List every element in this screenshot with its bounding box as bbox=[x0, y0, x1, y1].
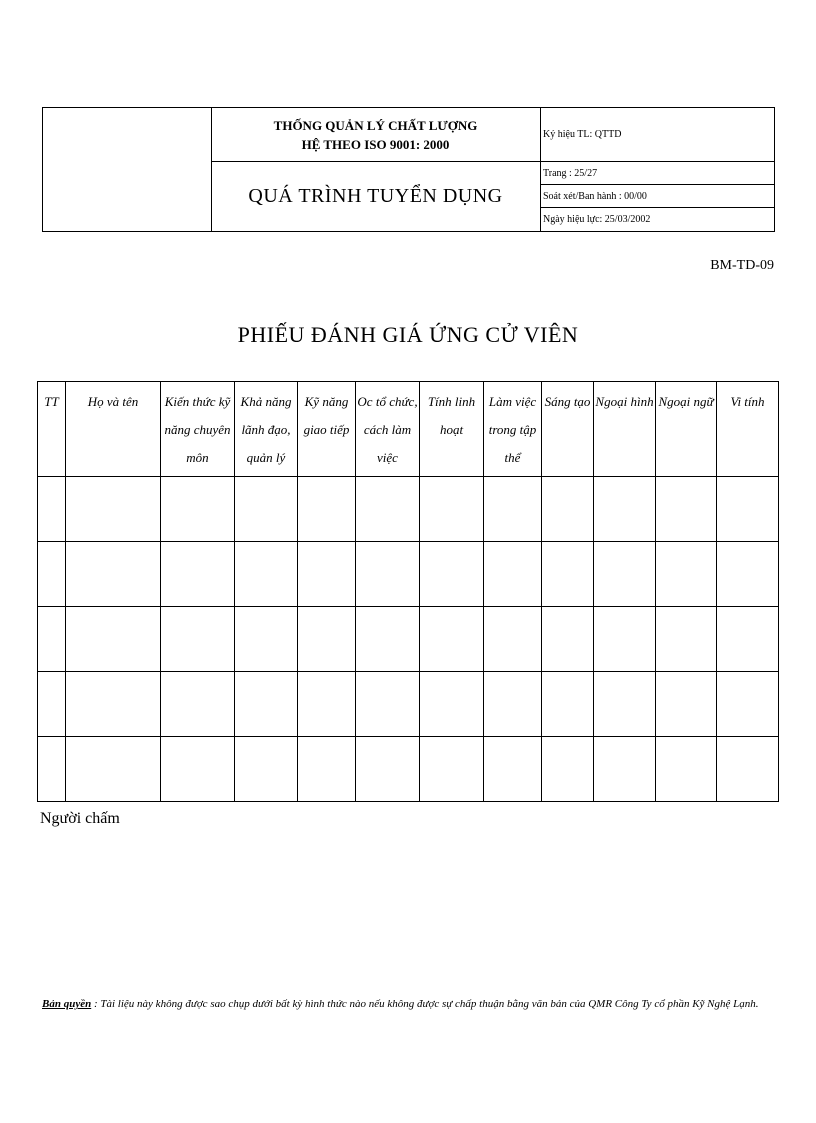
table-cell[interactable] bbox=[484, 737, 542, 802]
system-line-2: HỆ THEO ISO 9001: 2000 bbox=[301, 137, 450, 152]
table-cell[interactable] bbox=[420, 477, 484, 542]
col-header-communication: Kỹ năng giao tiếp bbox=[298, 382, 356, 477]
page-number: Trang : 25/27 bbox=[540, 162, 774, 185]
table-cell[interactable] bbox=[298, 737, 356, 802]
table-cell[interactable] bbox=[38, 477, 66, 542]
table-cell[interactable] bbox=[161, 737, 235, 802]
col-header-flexibility: Tính linh hoạt bbox=[420, 382, 484, 477]
table-row bbox=[38, 672, 779, 737]
table-cell[interactable] bbox=[717, 607, 779, 672]
header-middle bbox=[211, 108, 541, 231]
table-cell[interactable] bbox=[420, 737, 484, 802]
revision: Soát xét/Ban hành : 00/00 bbox=[540, 185, 774, 208]
table-cell[interactable] bbox=[235, 607, 298, 672]
page-title: PHIẾU ĐÁNH GIÁ ỨNG CỬ VIÊN bbox=[237, 322, 579, 347]
table-row bbox=[38, 477, 779, 542]
table-cell[interactable] bbox=[542, 737, 594, 802]
col-header-teamwork: Làm việc trong tập thể bbox=[484, 382, 542, 477]
table-cell[interactable] bbox=[420, 542, 484, 607]
table-row bbox=[38, 542, 779, 607]
table-cell[interactable] bbox=[594, 737, 656, 802]
table-cell[interactable] bbox=[356, 607, 420, 672]
table-cell[interactable] bbox=[161, 477, 235, 542]
col-header-appearance: Ngoại hình bbox=[594, 382, 656, 477]
table-cell[interactable] bbox=[542, 607, 594, 672]
table-cell[interactable] bbox=[161, 672, 235, 737]
col-header-leadership: Khả năng lãnh đạo, quản lý bbox=[235, 382, 298, 477]
table-cell[interactable] bbox=[356, 672, 420, 737]
document-header bbox=[42, 107, 775, 232]
process-title: QUÁ TRÌNH TUYỂN DỤNG bbox=[248, 185, 503, 207]
table-cell[interactable] bbox=[656, 672, 717, 737]
grader-label: Người chấm bbox=[40, 810, 120, 827]
evaluation-table bbox=[37, 381, 779, 802]
col-header-knowledge: Kiến thức kỹ năng chuyên môn bbox=[161, 382, 235, 477]
table-cell[interactable] bbox=[542, 672, 594, 737]
effective-date: Ngày hiệu lực: 25/03/2002 bbox=[543, 214, 651, 225]
table-cell[interactable] bbox=[656, 737, 717, 802]
table-cell[interactable] bbox=[235, 672, 298, 737]
table-cell[interactable] bbox=[356, 542, 420, 607]
table-cell[interactable] bbox=[298, 607, 356, 672]
table-cell[interactable] bbox=[38, 737, 66, 802]
copyright-text: : Tài liệu này không được sao chụp dưới bất kỳ hình thức nào nếu không được sự chấp thuận bằng văn bản của QMR Công Ty cổ phần Kỹ Nghệ Lạnh. bbox=[91, 998, 759, 1010]
table-cell[interactable] bbox=[235, 477, 298, 542]
table-cell[interactable] bbox=[235, 737, 298, 802]
table-cell[interactable] bbox=[298, 477, 356, 542]
table-cell[interactable] bbox=[484, 542, 542, 607]
table-cell[interactable] bbox=[66, 607, 161, 672]
table-cell[interactable] bbox=[717, 542, 779, 607]
table-cell[interactable] bbox=[66, 542, 161, 607]
col-header-language: Ngoại ngữ bbox=[656, 382, 717, 477]
table-cell[interactable] bbox=[717, 672, 779, 737]
table-cell[interactable] bbox=[235, 542, 298, 607]
table-cell[interactable] bbox=[717, 737, 779, 802]
col-header-creativity: Sáng tạo bbox=[542, 382, 594, 477]
table-cell[interactable] bbox=[717, 477, 779, 542]
table-cell[interactable] bbox=[594, 672, 656, 737]
header-meta bbox=[540, 108, 774, 231]
quality-system-title bbox=[211, 108, 540, 162]
table-cell[interactable] bbox=[656, 542, 717, 607]
table-cell[interactable] bbox=[542, 542, 594, 607]
table-cell[interactable] bbox=[38, 672, 66, 737]
logo-cell bbox=[43, 108, 212, 231]
table-cell[interactable] bbox=[298, 672, 356, 737]
table-cell[interactable] bbox=[38, 542, 66, 607]
copyright-label: Bản quyền bbox=[42, 998, 92, 1010]
copyright-notice bbox=[42, 998, 759, 1010]
table-cell[interactable] bbox=[656, 477, 717, 542]
table-row bbox=[38, 607, 779, 672]
table-cell[interactable] bbox=[298, 542, 356, 607]
col-header-computer: Vi tính bbox=[717, 382, 779, 477]
table-header-row bbox=[38, 382, 779, 477]
table-cell[interactable] bbox=[484, 477, 542, 542]
table-cell[interactable] bbox=[594, 477, 656, 542]
table-cell[interactable] bbox=[66, 477, 161, 542]
col-header-name: Họ và tên bbox=[66, 382, 161, 477]
table-cell[interactable] bbox=[420, 607, 484, 672]
system-line-1: THỐNG QUẢN LÝ CHẤT LƯỢNG bbox=[273, 118, 478, 133]
form-code: BM-TD-09 bbox=[710, 258, 774, 273]
table-cell[interactable] bbox=[356, 477, 420, 542]
doc-code: Ký hiệu TL: QTTD bbox=[540, 108, 774, 162]
table-cell[interactable] bbox=[594, 607, 656, 672]
table-cell[interactable] bbox=[38, 607, 66, 672]
table-row bbox=[38, 737, 779, 802]
table-cell[interactable] bbox=[420, 672, 484, 737]
table-cell[interactable] bbox=[66, 672, 161, 737]
table-cell[interactable] bbox=[594, 542, 656, 607]
col-header-work-style: Oc tổ chức, cách làm việc bbox=[356, 382, 420, 477]
table-cell[interactable] bbox=[484, 607, 542, 672]
col-header-tt: TT bbox=[38, 382, 66, 477]
table-cell[interactable] bbox=[484, 672, 542, 737]
table-cell[interactable] bbox=[356, 737, 420, 802]
table-cell[interactable] bbox=[656, 607, 717, 672]
table-cell[interactable] bbox=[161, 542, 235, 607]
table-cell[interactable] bbox=[161, 607, 235, 672]
table-cell[interactable] bbox=[66, 737, 161, 802]
table-cell[interactable] bbox=[542, 477, 594, 542]
